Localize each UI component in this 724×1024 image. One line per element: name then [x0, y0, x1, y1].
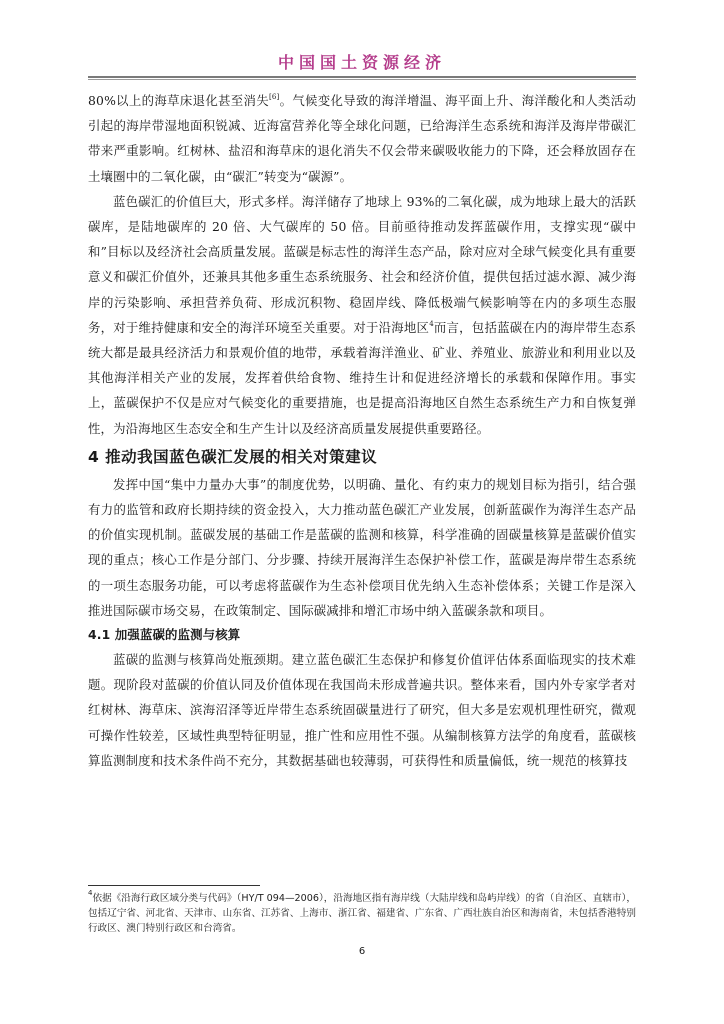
header-rule: [88, 76, 636, 78]
footnote: [88, 891, 636, 936]
paragraph-1-text: 80%以上的海草床退化甚至消失: [88, 93, 270, 108]
journal-header-title: 中国国土资源经济: [277, 53, 446, 72]
paragraph-1-text-cont: 。气候变化导致的海洋增温、海平面上升、海洋酸化和人类活动引起的海岸带湿地面积锐减、近海富营养化等全球化问题，已给海洋生态系统和海洋及海岸带碳汇带来严重影响。红树林、盐沼和海草床的退化消失不仅会带来碳吸收能力的下降，还会释放固存在土壤圈中的二氧化碳，由“碳汇”转变为“碳源”。: [88, 93, 636, 184]
footnote-number: 4: [88, 889, 93, 897]
section-4-1-heading: 4.1 加强蓝碳的监测与核算: [88, 627, 241, 643]
footnote-text: 依据《沿海行政区域分类与代码》（HY/T 094—2006），沿海地区指有海岸线（大陆岸线和岛屿岸线）的省（自治区、直辖市），包括辽宁省、河北省、天津市、山东省、江苏省、上海市、浙江省、福建省、广东省、广西壮族自治区和海南省，未包括香港特别行政区、澳门特别行政区和台湾省。: [88, 893, 636, 934]
footnote-marker: 4: [429, 319, 434, 328]
paragraph-2: [88, 189, 636, 441]
paragraph-1: [88, 88, 636, 189]
paragraph-3: 发挥中国“集中力量办大事”的制度优势，以明确、量化、有约束力的规划目标为指引，结合强有力的监管和政府长期持续的资金投入，大力推动蓝色碳汇产业发展，创新蓝碳作为海洋生态产品的价值实现机制。蓝碳发展的基础工作是蓝碳的监测和核算，科学准确的固碳量核算是蓝碳价值实现的重点；核心工作是分部门、分步骤、持续开展海洋生态保护补偿工作，蓝碳是海岸带生态系统的一项生态服务功能，可以考虑将蓝碳作为生态补偿项目优先纳入生态补偿体系；关键工作是深入推进国际碳市场交易，在政策制定、国际碳减排和增汇市场中纳入蓝碳条款和项目。: [88, 476, 636, 618]
paragraph-2-text: 蓝色碳汇的价值巨大，形式多样。海洋储存了地球上 93%的二氧化碳，成为地球上最大的活跃碳库，是陆地碳库的 20 倍、大气碳库的 50 倍。目前亟待推动发挥蓝碳作用，支撑实现“碳中和”目标以及经济社会高质量发展。蓝碳是标志性的海洋生态产品，除对应对全球气候变化具有重要意义和碳汇价值外，还兼具其他多重生态系统服务、社会和经济价值，提供包括过滤水源、减少海岸的污染影响、承担营养负荷、形成沉积物、稳固岸线、降低极端气候影响等在内的多项生态服务，对于维持健康和安全的海洋环境至关重要。对于沿海地区: [88, 193, 636, 335]
footnote-separator: [88, 885, 260, 886]
header-rule-thin: [88, 79, 636, 80]
paragraph-4: 蓝碳的监测与核算尚处瓶颈期。建立蓝色碳汇生态保护和修复价值评估体系面临现实的技术难题。现阶段对蓝碳的价值认同及价值体现在我国尚未形成普遍共识。整体来看，国内外专家学者对红树林、海草床、滨海沼泽等近岸带生态系统固碳量进行了研究，但大多是宏观机理性研究，微观可操作性较差，区域性典型特征明显，推广性和应用性不强。从编制核算方法学的角度看，蓝碳核算监测制度和技术条件尚不充分，其数据基础也较薄弱，可获得性和质量偏低，统一规范的核算技: [88, 652, 636, 768]
page-number: 6: [358, 946, 366, 957]
body-text: [88, 88, 636, 773]
citation-marker: [6]: [269, 93, 280, 101]
paragraph-2-text-cont: 而言，包括蓝碳在内的海岸带生态系统大都是最具经济活力和景观价值的地带，承载着海洋渔业、矿业、养殖业、旅游业和利用业以及其他海洋相关产业的发展，发挥着供给食物、维持生计和促进经济增长的承载和保障作用。事实上，蓝碳保护不仅是应对气候变化的重要措施，也是提高沿海地区自然生态系统生产力和自恢复弹性，为沿海地区生态安全和生产生计以及经济高质量发展提供重要路径。: [88, 319, 636, 436]
section-4-heading: 4 推动我国蓝色碳汇发展的相关对策建议: [88, 447, 378, 466]
